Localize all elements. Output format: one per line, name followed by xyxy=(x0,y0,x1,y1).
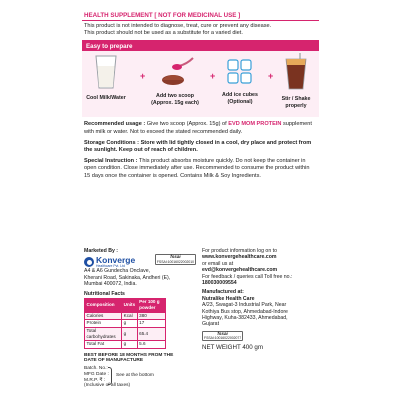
table-row xyxy=(85,327,166,341)
manufacturer-info xyxy=(202,289,317,327)
table-header: Units xyxy=(122,299,137,313)
special-text: This product absorbs moisture quickly. Do not keep the container in open condition. Close immediately after use. Recommended to consume the product within 15 days once the container is opened. Contains Milk & Soy Ingredients. xyxy=(84,158,310,179)
fssai-mark: fssai xyxy=(217,330,228,336)
nutrition-title: Nutritional Facts xyxy=(84,290,125,297)
table-cell: Total carbohydrates xyxy=(85,327,122,341)
product-name: EVD MOM PROTEIN xyxy=(228,121,282,128)
step-add-scoop xyxy=(148,56,202,105)
table-row xyxy=(85,341,166,348)
usage-text: Give two scoop (Approx. 15g) of xyxy=(145,121,229,128)
contact-phone[interactable]: 180030009554 xyxy=(202,280,237,287)
table-cell: 5.6 xyxy=(137,341,165,348)
table-cell: g xyxy=(122,320,137,327)
nutrition-table xyxy=(84,298,166,349)
contact-website[interactable]: www.konvergehealthcare.com xyxy=(202,254,277,261)
milk-glass-icon xyxy=(93,54,119,90)
batch-line: MFG Date : xyxy=(84,371,109,377)
recommended-usage xyxy=(84,121,317,135)
address-line: Mumbai 400072, India. xyxy=(84,281,137,288)
brand-subtitle: Healthcare Pvt. Ltd xyxy=(96,264,125,269)
table-cell: g xyxy=(122,341,137,348)
table-cell: Protein xyxy=(85,320,122,327)
konverge-logo xyxy=(84,256,135,268)
plus-icon: + xyxy=(268,71,274,82)
step-caption: properly xyxy=(285,102,307,109)
batch-info xyxy=(84,366,196,389)
usage-text: supplement with milk or water. Not to exceed the stated recommended daily. xyxy=(84,121,312,135)
address-line: Gujarat xyxy=(202,321,220,328)
brace-icon xyxy=(108,367,112,385)
batch-line: Batch. No.: xyxy=(84,366,108,372)
storage-label: Storage Conditions : xyxy=(84,139,140,146)
table-header: Per 100 g powder xyxy=(137,299,165,313)
table-row xyxy=(85,320,166,327)
step-cool-milk xyxy=(84,54,128,101)
usage-label: Recommended usage : xyxy=(84,121,146,128)
best-before-line: DATE OF MANUFACTURE xyxy=(84,358,144,364)
fssai-license: FSSAI:10016022002077 xyxy=(204,336,242,341)
label-panel xyxy=(82,10,319,392)
special-label: Special Instruction : xyxy=(84,158,138,165)
step-caption: (Approx. 15g each) xyxy=(151,99,199,106)
logo-row xyxy=(84,254,196,268)
manufacturer-label: Manufactured at: xyxy=(202,289,244,296)
fssai-badge xyxy=(202,331,243,342)
step-caption: Add ice cubes xyxy=(222,92,258,99)
table-cell: Total Fat xyxy=(85,341,122,348)
special-instruction xyxy=(84,158,317,180)
table-cell: Kcal xyxy=(122,312,137,319)
marketer-address xyxy=(84,268,196,287)
contact-info xyxy=(202,248,317,286)
instructions xyxy=(82,121,319,179)
contact-line: For product information log on to xyxy=(202,248,277,254)
intro-line: This product should not be used as a substitute for a varied diet. xyxy=(84,30,243,37)
intro-text xyxy=(82,21,319,40)
best-before-line: BEST BEFORE 18 MONTHS FROM THE xyxy=(84,352,174,358)
storage-conditions xyxy=(84,140,317,154)
step-ice-cubes xyxy=(216,57,264,104)
address-line: Kherani Road, Sakinaka, Andheri (E), xyxy=(84,274,171,281)
address-line: A/23, Swagat-3 Industrial Park, Near xyxy=(202,302,287,309)
fssai-mark: fssai xyxy=(170,254,181,260)
table-row xyxy=(85,312,166,319)
table-header: Composition xyxy=(85,299,122,313)
step-caption: Stir / Shake xyxy=(281,96,311,103)
shake-glass-icon xyxy=(283,53,309,91)
prepare-steps xyxy=(82,51,319,117)
table-header-row xyxy=(85,299,166,313)
right-column xyxy=(202,248,317,351)
left-column xyxy=(84,248,196,389)
table-cell: 380 xyxy=(137,312,165,319)
brand-name: Konverge xyxy=(96,255,136,266)
table-cell: 17 xyxy=(137,320,165,327)
batch-line: M.R.P. ₹ : xyxy=(84,377,106,383)
plus-icon: + xyxy=(140,71,146,82)
label-header: HEALTH SUPPLEMENT [ NOT FOR MEDICINAL USE ] xyxy=(82,10,319,21)
table-cell: 65.4 xyxy=(137,327,165,341)
fssai-badge xyxy=(155,254,196,265)
scoop-icon xyxy=(153,56,197,88)
konverge-logo-icon xyxy=(84,257,94,267)
address-line: Highway, Kuha-382433, Ahmedabad, xyxy=(202,315,288,322)
best-before xyxy=(84,353,196,364)
step-stir-shake xyxy=(274,53,318,108)
address-line: A4 & A6 Gundecha Onclave, xyxy=(84,268,151,275)
address-line: Kothiya Bus stop, Ahmedabad-Indore xyxy=(202,308,288,315)
manufacturer-name: Nutralike Health Care xyxy=(202,295,255,302)
prepare-title: Easy to prepare xyxy=(82,40,319,51)
table-cell: Calories xyxy=(85,312,122,319)
plus-icon: + xyxy=(210,71,216,82)
step-caption: (Optional) xyxy=(227,98,253,105)
info-columns xyxy=(84,248,317,392)
step-caption: Add two scoop xyxy=(156,93,194,100)
ice-cubes-icon xyxy=(224,57,256,87)
net-weight: NET WEIGHT 400 gm xyxy=(202,343,263,351)
contact-line: or email us at xyxy=(202,260,234,267)
marketer-label: Marketed By : xyxy=(84,248,119,254)
step-caption: Cool Milk/Water xyxy=(86,95,126,102)
batch-line: (Inclusive of all taxes) xyxy=(84,383,131,389)
table-cell: g xyxy=(122,327,137,341)
intro-line: This product is not intended to diagnose, treat, cure or prevent any disease. xyxy=(84,23,272,29)
contact-line: For feedback / queries call Toll free no.: xyxy=(202,273,293,280)
storage-text: Store with lid tightly closed in a cool, dry place and protect from the sunlight. Keep out of reach of children. xyxy=(84,139,312,154)
see-bottom-note: See at the bottom xyxy=(116,373,154,379)
contact-email[interactable]: evd@konvergehealthcare.com xyxy=(202,267,278,274)
fssai-license: FSSAI:10016022002010 xyxy=(156,260,194,264)
